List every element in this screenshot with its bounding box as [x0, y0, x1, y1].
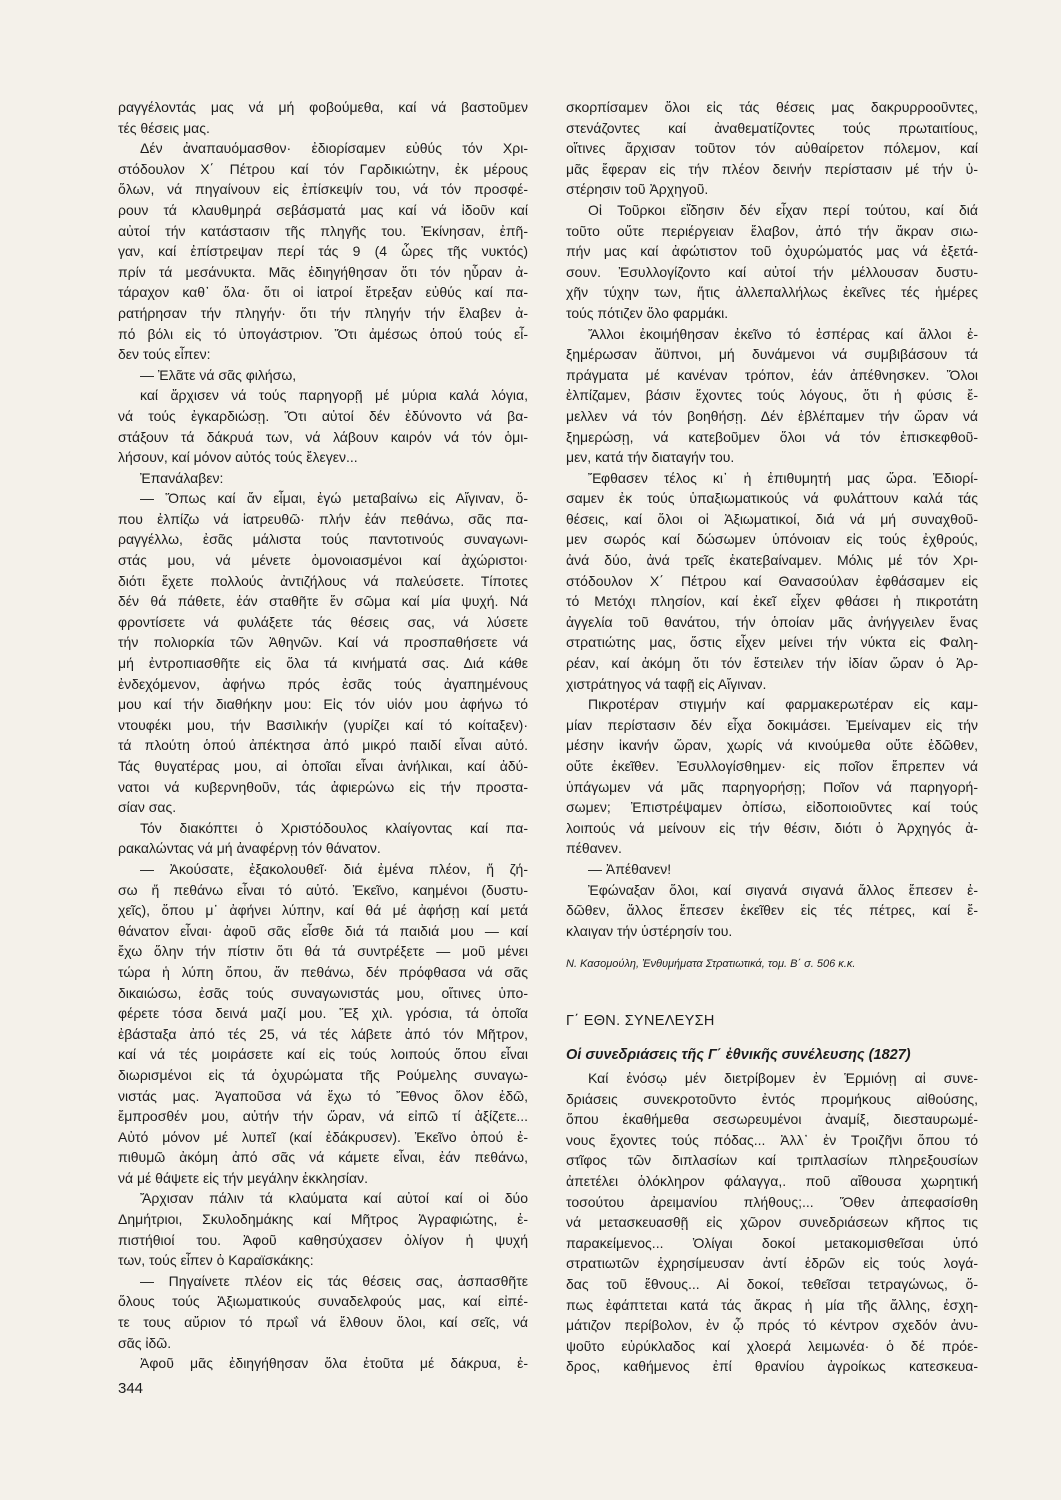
text-line: Καί ἐνόσῳ μέν διετρίβομεν ἐν Ἑρμιόνῃ αἱ συνε- — [588, 1070, 978, 1086]
text-line: Πικροτέραν στιγμήν καί φαρμακερωτέραν εἰς καμ- — [588, 696, 978, 713]
text-line: σωμεν; Ἐπιστρέψαμεν ὀπίσω, εἰδοποιοῦντες καί τούς — [566, 799, 978, 816]
text-line: στόδουλον Χ΄ Πέτρου καί τόν Γαρδικιώτην, ἐκ μέρους — [118, 160, 528, 177]
text-line: ἔμπροσθέν μου, αὐτήν τήν ὥραν, νά εἰπῶ τί ἀξίζετε... — [118, 1108, 528, 1125]
text-line: κλαιγαν τήν ὑστέρησίν του. — [566, 922, 733, 939]
text-line: τώρα ἡ λύπη ὅπου, ἄν πεθάνω, δέν πρόφθασα νά σᾶς — [118, 963, 528, 980]
text-line: ὅπου ἐκαθήμεθα σεσωρευμένοι ἀναμίξ, διεσταυρωμέ- — [566, 1111, 978, 1128]
left-text-column — [118, 97, 528, 1374]
text-line: τοσούτου ἀρειμανίου πλήθους;... Ὅθεν ἀπεφασίσθη — [566, 1193, 978, 1210]
text-line: Ἄρχισαν πάλιν τά κλαύματα καί αὐτοί καί οἱ δύο — [140, 1190, 528, 1207]
text-line: σίαν σας. — [118, 799, 177, 816]
text-line: Ἀφοῦ μᾶς ἐδιηγήθησαν ὅλα ἐτοῦτα μέ δάκρυα, ἐ- — [140, 1355, 528, 1372]
text-line: τούς πότιζεν ὅλο φαρμάκι. — [566, 304, 729, 321]
text-line: πως ἐφάπτεται κατά τάς ἄκρας ἡ μία τῆς ἄλλης, ἐσχη- — [566, 1296, 978, 1313]
text-line: νιστάς μας. Ἀγαποῦσα νά ἔχω τό Ἔθνος ὅλον ἐδῶ, — [118, 1087, 528, 1104]
text-line: σουν. Ἐσυλλογίζοντο καί αὐτοί τήν μέλλουσαν δυστυ- — [566, 263, 978, 280]
text-line: ξημερώσῃ, νά κατεβοῦμεν ὅλοι νά τόν ἐπισκεφθοῦ- — [566, 428, 978, 445]
text-line: — Ἀκούσατε, ἐξακολουθεῖ· διά ἐμένα πλέον, ἤ ζή- — [140, 860, 528, 877]
text-line: ρουν τά κλαυθμηρά σεβάσματά μας καί νά ἰδοῦν καί — [118, 201, 528, 218]
text-line: δας τοῦ ἔθνους... Αἱ δοκοί, τεθεῖσαι τετραγώνως, ὅ- — [566, 1275, 978, 1292]
text-line: ὅλων, νά πηγαίνουν εἰς ἐπίσκεψίν του, νά τόν προσφέ- — [118, 181, 528, 198]
text-line: Τόν διακόπτει ὁ Χριστόδουλος κλαίγοντας καί πα- — [140, 819, 528, 836]
text-line: Δημήτριοι, Σκυλοδημάκης καί Μῆτρος Ἀγραφιώτης, ἐ- — [118, 1211, 528, 1228]
source-citation: Ν. Κασομούλη, Ἐνθυμήματα Στρατιωτικά, τομ. Β΄ σ. 506 κ.κ. — [566, 958, 856, 970]
text-line: στάς μου, νά μένετε ὁμονοιασμένοι καί ἀχώριστοι· — [118, 552, 528, 569]
text-line: παρακείμενος... Ὀλίγαι δοκοί μετακομισθεῖσαι ὑπό — [566, 1234, 978, 1251]
text-line: φέρετε τόσα δεινά μαζί μου. Ἕξ χιλ. γρόσια, τά ὁποῖα — [118, 1005, 528, 1022]
text-line: Ἐπανάλαβεν: — [140, 469, 224, 486]
text-line: πέθανεν. — [566, 840, 622, 857]
text-line: νους ἔχοντες τούς πόδας... Ἀλλ᾿ ἐν Τροιζῆνι ὅπου τό — [566, 1131, 978, 1148]
text-line: σαμεν ἐκ τούς ὑπαξιωματικούς νά φυλάττουν καλά τάς — [566, 490, 978, 507]
text-line: στενάζοντες καί ἀναθεματίζοντες τούς πρωταιτίους, — [566, 119, 978, 136]
text-line: τό Μετόχι πλησίον, καί ἐκεῖ εἶχεν φθάσει ἡ πικροτάτη — [566, 593, 978, 610]
text-line: τήν πολιορκία τῶν Ἀθηνῶν. Καί νά προσπαθήσετε νά — [118, 634, 528, 651]
text-line: Οἱ Τοῦρκοι εἴδησιν δέν εἶχαν περί τούτου, καί διά — [588, 201, 978, 218]
text-line: μίαν περίστασιν δέν εἶχα δοκιμάσει. Ἐμείναμεν εἰς τήν — [566, 716, 978, 733]
text-line: μᾶς ἔφεραν εἰς τήν πλέον δεινήν περίστασιν μέ τήν ὑ- — [566, 160, 978, 177]
text-line: μέσην ἱκανήν ὥραν, χωρίς νά κινούμεθα οὔτε ἐδῶθεν, — [566, 737, 978, 754]
text-line: στῖφος τῶν διπλασίων καί τριπλασίων πληρεξουσίων — [566, 1152, 978, 1169]
text-line: — Ἀπέθανεν! — [588, 860, 672, 877]
text-line: σκορπίσαμεν ὅλοι εἰς τάς θέσεις μας δακρυρροοῦντες, — [566, 99, 978, 115]
text-line: ξημέρωσαν ἄϋπνοι, μή δυνάμενοι νά συμβιβάσουν τά — [566, 346, 978, 363]
text-line: ἐνδεχόμενον, ἀφήνω πρός ἐσᾶς τούς ἀγαπημένους — [118, 675, 528, 692]
text-line: χεῖς), ὅπου μ᾿ ἀφήνει λύπην, καί θά μέ ἀφήσῃ καί μετά — [118, 902, 528, 919]
section-title: Γ΄ ΕΘΝ. ΣΥΝΕΛΕΥΣΗ — [566, 1013, 715, 1029]
text-line: δῶθεν, ἄλλος ἔπεσεν ἐκεῖθεν εἰς τές πέτρες, καί ἔ- — [566, 902, 978, 919]
text-line: στέρησιν τοῦ Ἀρχηγοῦ. — [566, 181, 709, 198]
text-line: τοῦτο οὔτε περιέργειαν ἔλαβον, ἀπό τήν ἄκραν σιω- — [566, 222, 978, 239]
text-line: τε τους αὔριον τό πρωΐ νά ἔλθουν ὅλοι, καί σεῖς, νά — [118, 1314, 528, 1331]
text-line: μεν σωρός καί δώσωμεν ὑπόνοιαν εἰς τούς ἐχθρούς, — [566, 531, 978, 548]
text-line: ἀπετέλει ὁλόκληρον φάλαγγα,. ποῦ αἴθουσα χωρητική — [566, 1172, 978, 1189]
text-line: φροντίσετε νά φυλάξετε τάς θέσεις σας, νά λύσετε — [118, 613, 528, 630]
text-line: νατοι νά κυβερνηθοῦν, τάς ἀφιερώνω εἰς τήν προστα- — [118, 778, 528, 795]
text-line: δικαιώσω, ἐσᾶς τούς συναγωνιστάς μου, οἵτινες ὑπο- — [118, 984, 528, 1001]
text-line: Δέν ἀναπαυόμασθον· ἐδιορίσαμεν εὐθύς τόν Χρι- — [140, 140, 528, 157]
text-line: που ἐλπίζω νά ἰατρευθῶ· πλήν ἐάν πεθάνω, σᾶς πα- — [118, 510, 528, 527]
text-line: ψοῦτο εὐρύκλαδος καί χλοερά λειμωνέα· ὁ δέ πρόε- — [566, 1337, 978, 1354]
text-line: δέν θά πάθετε, ἐάν σταθῆτε ἕν σῶμα καί μία ψυχή. Νά — [118, 593, 528, 610]
text-line: ρέαν, καί ἀκόμη ὅτι τόν ἔστειλεν τήν ἰδίαν ὥραν ὁ Ἀρ- — [566, 655, 978, 672]
text-line: μάτιζον περίβολον, ἐν ᾧ πρός τό κέντρον σχεδόν ἀνυ- — [566, 1317, 978, 1334]
text-line: πιθυμῶ ἀκόμη ἀπό σᾶς νά κάμετε εἶναι, ἐάν πεθάνω, — [118, 1149, 528, 1166]
text-line: Ἔφθασεν τέλος κι᾿ ἡ ἐπιθυμητή μας ὥρα. Ἐδιορί- — [588, 469, 978, 486]
text-line: ἐβάσταξα ἀπό τές 25, νά τές λάβετε ἀπό τόν Μῆτρον, — [118, 1025, 528, 1042]
text-line: μου καί τήν διαθήκην μου: Εἰς τόν υἱόν μου ἀφήνω τό — [118, 696, 528, 713]
text-line: λοιπούς νά μείνουν εἰς τήν θέσιν, διότι ὁ Ἀρχηγός ἀ- — [566, 819, 978, 836]
text-line: λήσουν, καί μόνον αὐτός τούς ἔλεγεν... — [118, 449, 358, 466]
text-line: ραγγέλοντάς μας νά μή φοβούμεθα, καί νά βαστοῦμεν — [118, 99, 528, 115]
text-line: ὅλους τούς Ἀξιωματικούς συναδελφούς μας, καί εἰπέ- — [118, 1293, 528, 1310]
text-line: τάραχον καθ᾿ ὅλα· ὅτι οἱ ἰατροί ἔτρεξαν εὐθύς καί πα- — [118, 284, 528, 301]
text-line: ἔχω ὅλην τήν πίστιν ὅτι θά τά συντρέξετε — μοῦ μένει — [118, 943, 528, 960]
text-line: δριάσεις συνεκροτοῦντο ἐντός προμήκους αἰθούσης, — [566, 1090, 978, 1107]
right-text-column — [566, 97, 978, 941]
text-line: — Πηγαίνετε πλέον εἰς τάς θέσεις σας, ἀσπασθῆτε — [140, 1272, 528, 1289]
text-line: θέσεις, καί ὅλοι οἱ Ἀξιωματικοί, διά νά μή συναχθοῦ- — [566, 510, 978, 527]
text-line: μελλεν νά τόν βοηθήσῃ. Δέν ἐβλέπαμεν τήν ὥραν νά — [566, 407, 978, 424]
text-line: γαν, καί ἐπίστρεψαν περί τάς 9 (4 ὧρες τῆς νυκτός) — [118, 243, 528, 260]
text-line: νά μετασκευασθῇ εἰς χῶρον συνεδριάσεων κῆπος τις — [566, 1214, 978, 1231]
text-line: στόδουλον Χ΄ Πέτρου καί Θανασούλαν ἐφθάσαμεν εἰς — [566, 572, 978, 589]
text-line: ἀνά δύο, ἀνά τρεῖς ἐκατεβαίναμεν. Μόλις μέ τόν Χρι- — [566, 552, 978, 569]
text-line: διότι ἔχετε πολλούς ἀντιζήλους νά παλεύσετε. Τίποτες — [118, 572, 528, 589]
text-line: πιστήθιοί του. Ἀφοῦ καθησύχασεν ὀλίγον ἡ ψυχή — [118, 1231, 528, 1248]
text-line: σᾶς ἰδῶ. — [118, 1334, 172, 1351]
text-line: καί νά τές μοιράσετε καί εἰς τούς λοιπούς ὅπου εἶναι — [118, 1046, 528, 1063]
text-line: μεν, κατά τήν διαταγήν του. — [566, 449, 735, 466]
text-line: οὔτε ἐκεῖθεν. Ἐσυλλογίσθημεν· εἰς ποῖον ἔπρεπεν νά — [566, 758, 978, 774]
text-line: ἐλπίζαμεν, βάσιν ἔχοντες τούς λόγους, ὅτι ἡ φύσις ἔ- — [566, 387, 978, 404]
text-line: ἀγγελία τοῦ θανάτου, τήν ὁποίαν μᾶς ἀνήγγειλεν ἕνας — [566, 613, 978, 630]
text-line: ρακαλώντας νά μή ἀναφέρνῃ τόν θάνατον. — [118, 840, 381, 857]
text-line: Ἐφώναξαν ὅλοι, καί σιγανά σιγανά ἄλλος ἔπεσεν ἐ- — [588, 881, 978, 898]
text-line: χῆν τύχην των, ἥτις ἀλλεπαλλήλως ἐκεῖνες τές ἡμέρες — [566, 284, 978, 301]
text-line: ντουφέκι μου, τήν Βασιλικήν (γυρίζει καί τό κοίταξεν)· — [118, 716, 528, 733]
text-line: θάνατον εἶναι· ἀφοῦ σᾶς εἶσθε διά τά παιδιά μου — καί — [118, 922, 528, 939]
text-line: πρίν τά μεσάνυκτα. Μᾶς ἐδιηγήθησαν ὅτι τόν ηὗραν ἀ- — [118, 263, 528, 280]
text-line: στρατιωτῶν ἐχρησίμευσαν ἀντί ἑδρῶν εἰς τούς λογά- — [566, 1255, 978, 1272]
text-line: δρος, καθήμενος ἐπί θρανίου ἀγροίκως κατεσκευα- — [566, 1358, 978, 1375]
text-line: πό βόλι εἰς τό ὑπογάστριον. Ὅτι ἀμέσως ὁπού τούς εἶ- — [118, 325, 528, 342]
text-line: δεν τούς εἶπεν: — [118, 346, 211, 363]
text-line: Αὐτό μόνον μέ λυπεῖ (καί ἐδάκρυσεν). Ἐκεῖνο ὁπού ἐ- — [118, 1128, 528, 1145]
text-line: πράγματα μέ κανέναν τρόπον, ἐάν ἀπέθνησκεν. Ὅλοι — [566, 366, 978, 383]
text-line: νά τούς ἐγκαρδιώσῃ. Ὅτι αὐτοί δέν ἐδύνοντο νά βα- — [118, 407, 528, 424]
text-line: τά πλούτη ὁπού ἀπέκτησα ἀπό μικρό παιδί εἶναι αὐτό. — [118, 737, 528, 754]
text-line: ραγγέλλω, ἐσᾶς μάλιστα τούς παντοτινούς συναγωνι- — [118, 531, 528, 548]
subsection-title: Οἱ συνεδριάσεις τῆς Γ΄ ἐθνικῆς συνέλευσης (1827) — [566, 1047, 911, 1063]
text-line: ρατήρησαν τήν πληγήν· ὅτι τήν πληγήν τήν ἔλαβεν ἀ- — [118, 304, 528, 321]
text-line: διωρισμένοι εἰς τά ὀχυρώματα τῆς Ρούμελης συναγω- — [118, 1066, 528, 1083]
text-line: μή ἐντροπιασθῆτε εἰς ὅλα τά κινήματά σας. Διά κάθε — [118, 655, 528, 672]
text-line: νά μέ θάψετε εἰς τήν μεγάλην ἐκκλησίαν. — [118, 1169, 368, 1186]
text-line: οἵτινες ἄρχισαν τοῦτον τόν αὐθαίρετον πόλεμον, καί — [566, 140, 978, 157]
right-text-column-continued — [566, 1068, 978, 1377]
text-line: ὑπάγωμεν νά μᾶς παρηγορήσῃ; Ποῖον νά παρηγορή- — [566, 778, 978, 795]
text-line: των, τούς εἶπεν ὁ Καραϊσκάκης: — [118, 1252, 314, 1269]
page-number: 344 — [118, 1380, 144, 1397]
text-line: καί ἄρχισεν νά τούς παρηγορῇ μέ μύρια καλά λόγια, — [140, 387, 528, 404]
text-line: Τάς θυγατέρας μου, αἱ ὁποῖαι εἶναι ἀνήλικαι, καί ἀδύ- — [118, 758, 528, 774]
text-line: στάξουν τά δάκρυά των, νά λάβουν καιρόν νά τόν ὁμι- — [118, 428, 528, 445]
text-line: — Ἐλᾶτε νά σᾶς φιλήσω, — [140, 366, 297, 383]
text-line: αὐτοί τήν κατάστασιν τῆς πληγῆς του. Ἐκίνησαν, ἐπῆ- — [118, 222, 528, 239]
text-line: Ἄλλοι ἐκοιμήθησαν ἐκεῖνο τό ἑσπέρας καί ἄλλοι ἐ- — [588, 325, 978, 342]
text-line: χιστράτηγος νά ταφῇ εἰς Αἴγιναν. — [566, 675, 767, 692]
text-line: στρατιώτης μας, ὅστις εἶχεν μείνει τήν νύκτα εἰς Φαλη- — [566, 634, 978, 651]
text-line: σω ἤ πεθάνω εἶναι τό αὐτό. Ἐκεῖνο, καημένοι (δυστυ- — [118, 881, 528, 898]
text-line: πήν μας καί ἀφώτιστον τοῦ ὀχυρώματός μας νά ἐξετά- — [566, 243, 978, 260]
text-line: — Ὅπως καί ἄν εἶμαι, ἐγώ μεταβαίνω εἰς Αἴγιναν, ὅ- — [140, 490, 528, 507]
text-line: τές θέσεις μας. — [118, 119, 210, 136]
